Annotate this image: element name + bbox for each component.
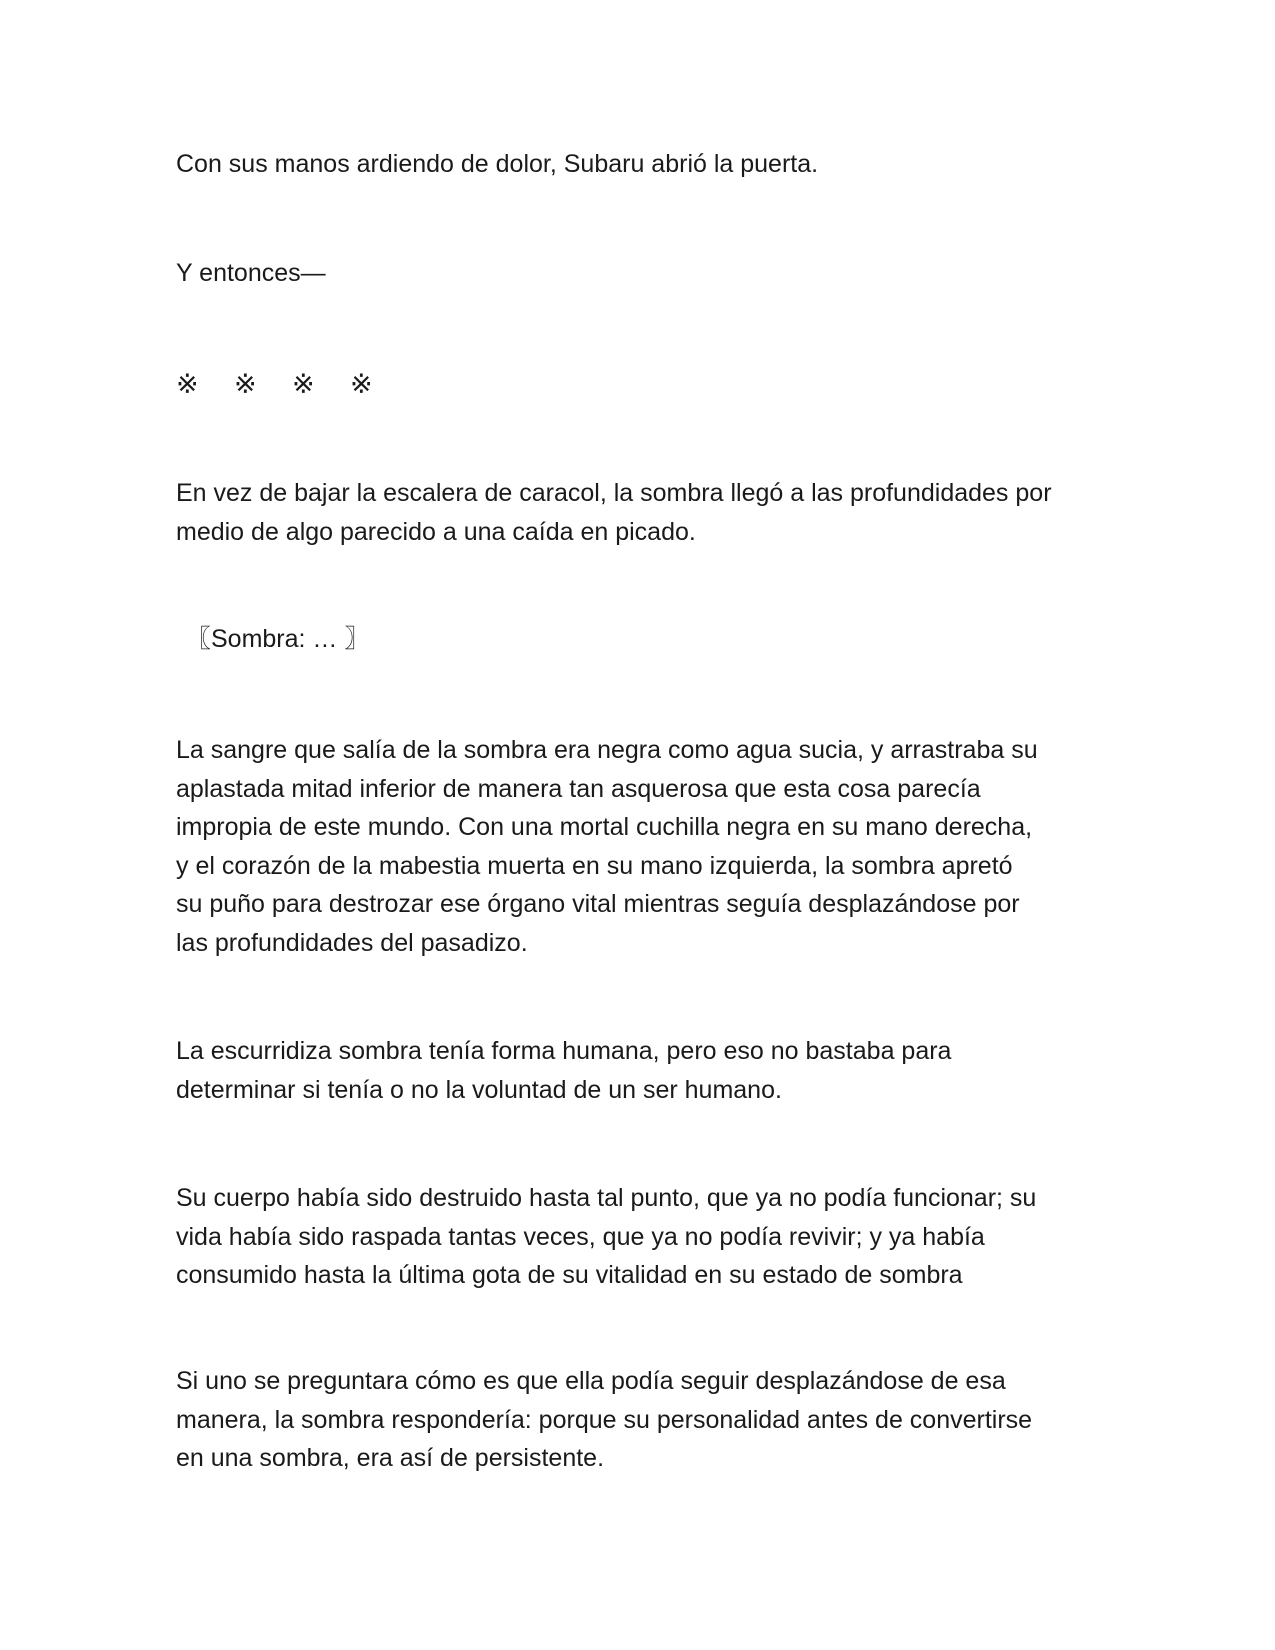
text-line: vida había sido raspada tantas veces, que ya no podía revivir; y ya había	[176, 1222, 985, 1251]
text-line: En vez de bajar la escalera de caracol, la sombra llegó a las profundidades por	[176, 479, 1052, 507]
paragraph-staircase	[176, 474, 1106, 551]
text-line: Con sus manos ardiendo de dolor, Subaru abrió la puerta.	[176, 150, 819, 178]
text-line: las profundidades del pasadizo.	[176, 928, 528, 957]
separator-mark: ※	[292, 369, 315, 400]
text-line: Su cuerpo había sido destruido hasta tal punto, que ya no podía funcionar; su	[176, 1184, 1037, 1212]
separator-mark: ※	[350, 369, 373, 400]
text-line: su puño para destrozar ese órgano vital mientras seguía desplazándose por	[176, 890, 1020, 918]
text-line: medio de algo parecido a una caída en picado.	[176, 517, 696, 546]
text-line: determinar si tenía o no la voluntad de un ser humano.	[176, 1075, 782, 1104]
paragraph-body-destroyed	[176, 1179, 1106, 1295]
paragraph-human-form	[176, 1032, 1106, 1109]
paragraph-persistent	[176, 1362, 1106, 1478]
text-line: 〖Sombra: … 〗	[186, 625, 370, 653]
text-line: consumido hasta la última gota de su vitalidad en su estado de sombra	[176, 1261, 963, 1289]
paragraph-blood	[176, 731, 1106, 962]
text-line: y el corazón de la mabestia muerta en su mano izquierda, la sombra apretó	[176, 851, 1013, 880]
text-line: Y entonces—	[176, 259, 326, 287]
text-line: La escurridiza sombra tenía forma humana, pero eso no bastaba para	[176, 1037, 952, 1065]
text-line: impropia de este mundo. Con una mortal cuchilla negra en su mano derecha,	[176, 813, 1033, 841]
dialogue-line	[186, 620, 1116, 659]
text-line: aplastada mitad inferior de manera tan asquerosa que esta cosa parecía	[176, 774, 981, 803]
text-line: La sangre que salía de la sombra era negra como agua sucia, y arrastraba su	[176, 736, 1038, 764]
text-line: en una sombra, era así de persistente.	[176, 1444, 605, 1472]
text-line: Si uno se preguntara cómo es que ella podía seguir desplazándose de esa	[176, 1367, 1006, 1395]
text-line: manera, la sombra respondería: porque su personalidad antes de convertirse	[176, 1405, 1033, 1434]
separator-mark: ※	[234, 369, 257, 400]
scene-separator	[176, 366, 408, 404]
paragraph-door	[176, 145, 1106, 184]
separator-mark: ※	[176, 369, 199, 400]
paragraph-then	[176, 254, 1106, 293]
